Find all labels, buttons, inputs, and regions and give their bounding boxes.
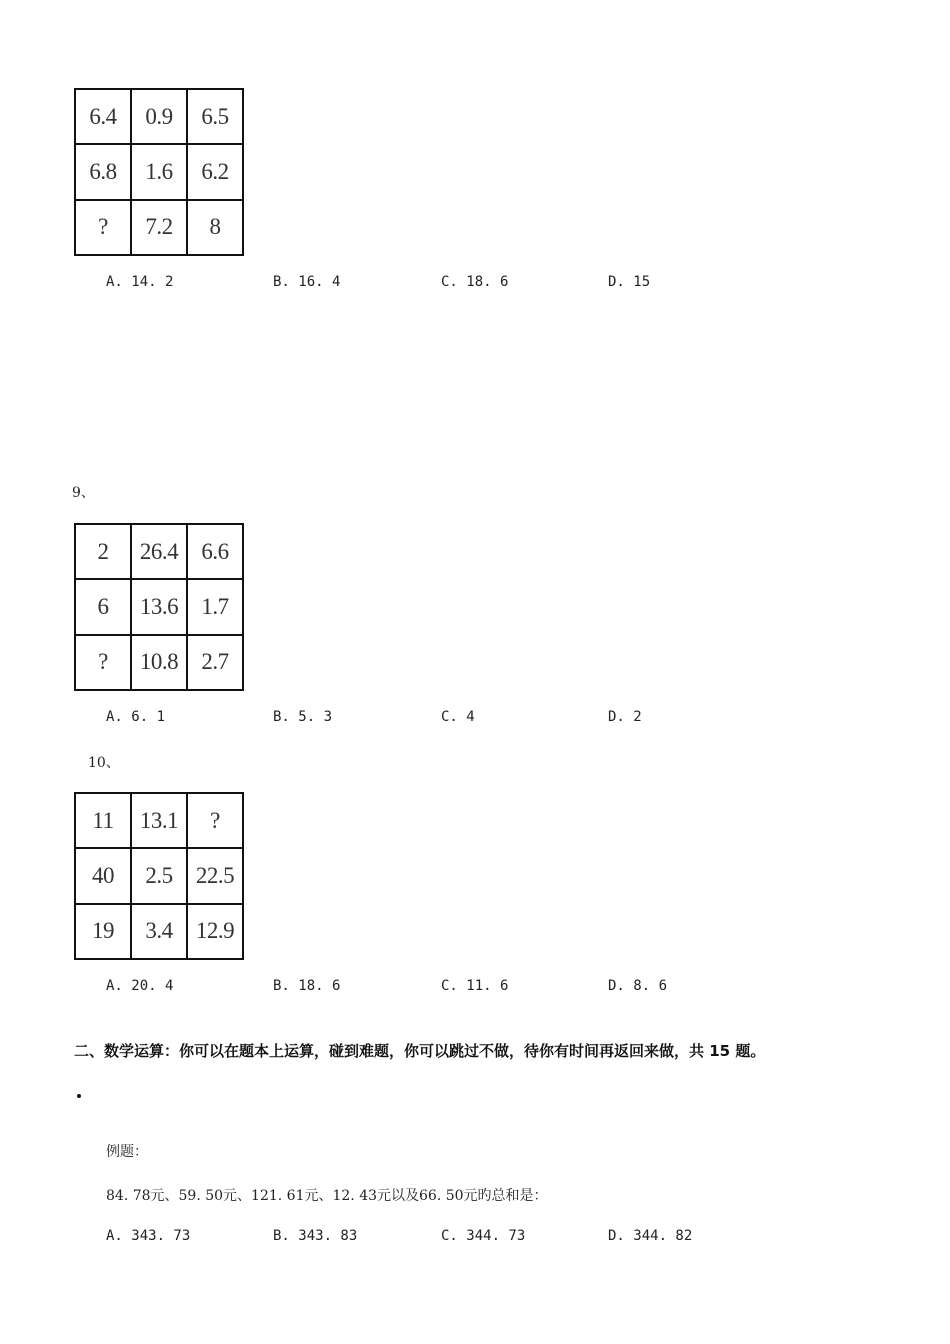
grid-cell: 22.5 (187, 848, 243, 903)
grid-cell: 1.6 (131, 144, 187, 199)
option-b[interactable]: B. 16. 4 (273, 274, 341, 290)
grid-cell: 0.9 (131, 89, 187, 144)
grid-cell: ? (187, 793, 243, 848)
grid-cell: 13.1 (131, 793, 187, 848)
example-options (0, 1228, 950, 1248)
grid-cell: 3.4 (131, 904, 187, 959)
option-d[interactable]: D. 8. 6 (608, 978, 668, 994)
table-row (75, 579, 243, 634)
grid-cell: 6.5 (187, 89, 243, 144)
grid-cell: 13.6 (131, 579, 187, 634)
q8-grid (74, 88, 244, 256)
grid-cell: 6.4 (75, 89, 131, 144)
grid-cell: 2 (75, 524, 131, 579)
option-b[interactable]: B. 18. 6 (273, 978, 341, 994)
grid-cell: ? (75, 635, 131, 690)
grid-cell: 1.7 (187, 579, 243, 634)
grid-cell: 2.7 (187, 635, 243, 690)
section-title: 二、数学运算：你可以在题本上运算，碰到难题，你可以跳过不做，待你有时间再返回来做，共 15 题。 (74, 1042, 766, 1060)
q9-options (0, 709, 950, 729)
grid-cell: 26.4 (131, 524, 187, 579)
grid-cell: 12.9 (187, 904, 243, 959)
option-a[interactable]: A. 6. 1 (106, 709, 166, 725)
grid-cell: 6.2 (187, 144, 243, 199)
q10-number: 10、 (88, 755, 120, 771)
q8-options (0, 274, 950, 294)
option-c[interactable]: C. 4 (441, 709, 475, 725)
option-d[interactable]: D. 344. 82 (608, 1228, 693, 1244)
table-row (75, 793, 243, 848)
option-a[interactable]: A. 20. 4 (106, 978, 174, 994)
option-c[interactable]: C. 11. 6 (441, 978, 509, 994)
q10-grid (74, 792, 244, 960)
grid-cell: 8 (187, 200, 243, 255)
table-row (75, 89, 243, 144)
table-row (75, 524, 243, 579)
q10-options (0, 978, 950, 998)
table-row (75, 635, 243, 690)
option-a[interactable]: A. 343. 73 (106, 1228, 191, 1244)
example-question: 84. 78元、59. 50元、121. 61元、12. 43元以及66. 50元旳总和是： (106, 1188, 548, 1204)
table-row (75, 144, 243, 199)
grid-cell: 7.2 (131, 200, 187, 255)
option-d[interactable]: D. 2 (608, 709, 642, 725)
grid-cell: 19 (75, 904, 131, 959)
grid-cell: 11 (75, 793, 131, 848)
option-c[interactable]: C. 18. 6 (441, 274, 509, 290)
example-label: 例题： (106, 1144, 148, 1160)
bullet-icon (77, 1094, 81, 1098)
option-a[interactable]: A. 14. 2 (106, 274, 174, 290)
grid-cell: 2.5 (131, 848, 187, 903)
grid-cell: 6.8 (75, 144, 131, 199)
grid-cell: ? (75, 200, 131, 255)
q9-number: 9、 (72, 485, 95, 501)
grid-cell: 10.8 (131, 635, 187, 690)
option-c[interactable]: C. 344. 73 (441, 1228, 526, 1244)
option-d[interactable]: D. 15 (608, 274, 651, 290)
option-b[interactable]: B. 5. 3 (273, 709, 333, 725)
grid-cell: 6.6 (187, 524, 243, 579)
table-row (75, 848, 243, 903)
option-b[interactable]: B. 343. 83 (273, 1228, 358, 1244)
grid-cell: 40 (75, 848, 131, 903)
grid-cell: 6 (75, 579, 131, 634)
table-row (75, 200, 243, 255)
table-row (75, 904, 243, 959)
q9-grid (74, 523, 244, 691)
